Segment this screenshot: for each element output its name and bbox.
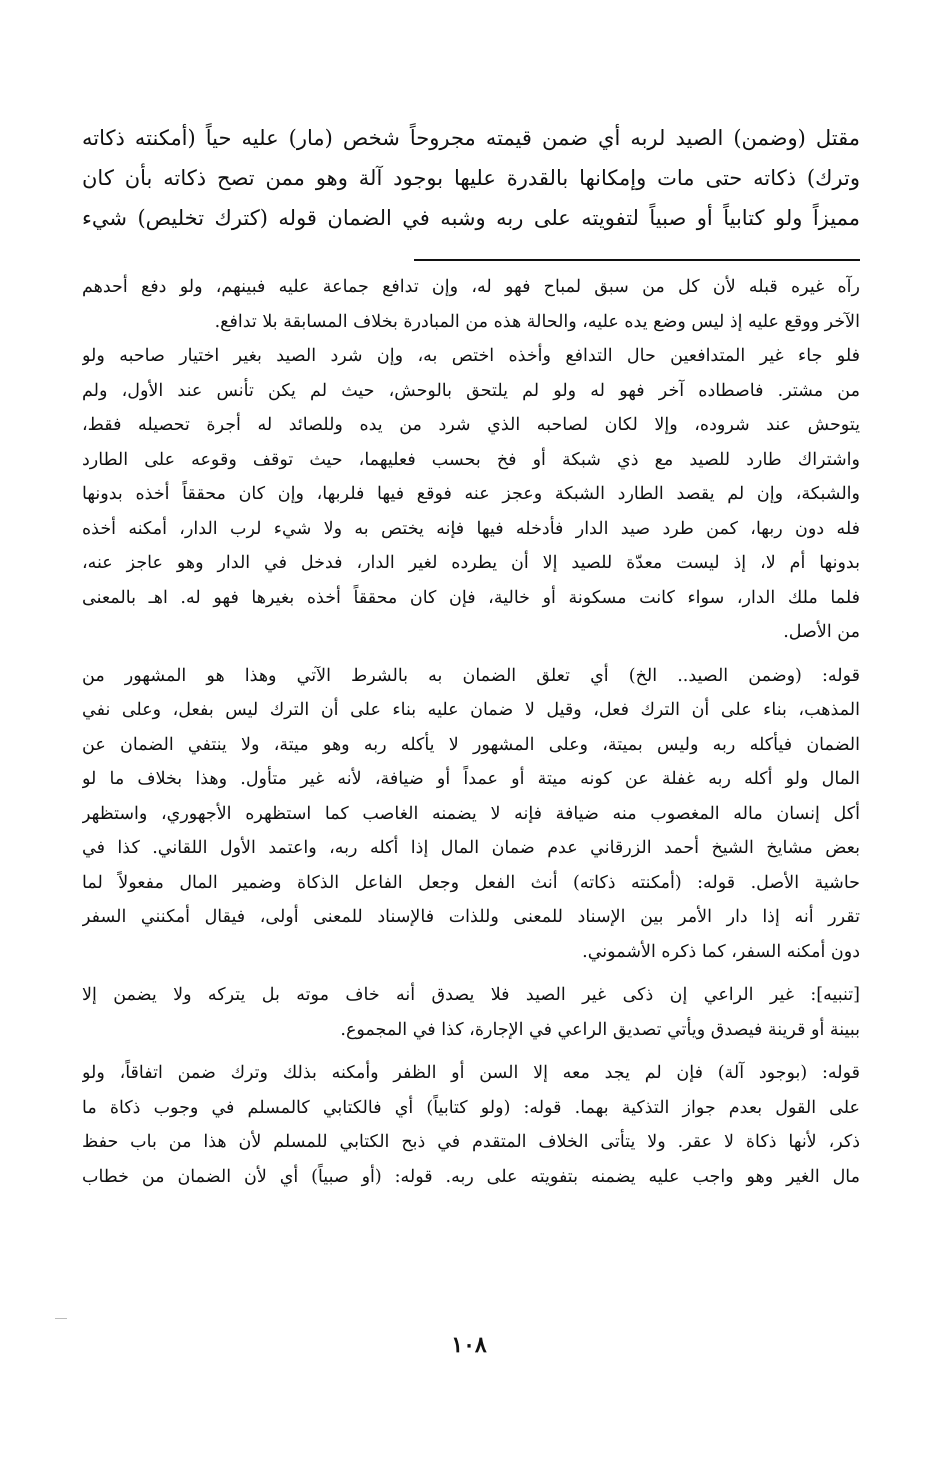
commentary-line: ذكر، لأنها ذكاة لا عقر. ولا يتأتى الخلاف المتقدم في ذبح الكتابي للمسلم لأن هذا من باب حفظ bbox=[82, 1132, 860, 1152]
commentary-paragraph-1 bbox=[82, 270, 860, 650]
commentary-line: يتوحش عند شروده، وإلا لكان لصاحبه الذي شرد من يده وللصائد له أجرة تحصيله فقط، bbox=[82, 415, 860, 435]
commentary-paragraph-3 bbox=[82, 978, 860, 1047]
commentary-line: فلما ملك الدار، سواء كانت مسكونة أو خالية، فإن كان محققاً أخذه بغيرها فهو له. اهـ بالمعنى bbox=[82, 587, 860, 608]
commentary-line: أكل إنسان ماله المغصوب منه ضيافة فإنه لا يضمنه الغاصب كما استظهره الأجهوري، واستظهر bbox=[82, 803, 860, 824]
commentary-line: قوله: (بوجود آلة) فإن لم يجد معه إلا السن أو الظفر وأمكنه بذلك وترك ضمن اتفاقاً، ولو bbox=[82, 1063, 860, 1083]
commentary-line: فلو جاء غير المتدافعين حال التدافع وأخذه اختص به، وإن شرد الصيد بغير اختيار صاحبه ولو bbox=[82, 346, 860, 366]
footnote-divider bbox=[414, 259, 860, 261]
commentary-line: دون أمكنه السفر، كما ذكره الأشموني. bbox=[582, 941, 860, 962]
commentary-line: المال ولو أكله ربه غفلة عن كونه ميتة أو عمداً أو ضيافة، لأنه غير متأول. وهذا بخلاف ما لو bbox=[82, 769, 860, 789]
commentary-line: فله دون ربها، كمن طرد صيد الدار فأدخله فيها فإنه يختص به ولا شيء لرب الدار، أمكنه أخذه bbox=[82, 518, 860, 539]
commentary-line: والشبكة، وإن لم يقصد الطارد الشبكة وعجز عنه فوقع فيها فلربها، وإن كان محققاً أخذه بدونها bbox=[82, 484, 860, 504]
commentary-line: [تنبيه]: غير الراعي إن ذكى غير الصيد فلا يصدق أنه خاف موته بل يتركه ولا يضمن إلا bbox=[82, 985, 860, 1005]
main-text-line: مقتل (وضمن) الصيد لربه أي ضمن قيمته مجروحاً شخص (مار) عليه حياً (أمكنته ذكاته bbox=[82, 126, 860, 150]
commentary-line: ببينة أو قرينة فيصدق ويأتي تصديق الراعي في الإجارة، كذا في المجموع. bbox=[340, 1019, 860, 1040]
commentary-line: من الأصل. bbox=[783, 622, 860, 642]
margin-mark bbox=[55, 1318, 67, 1319]
commentary-line: قوله: (وضمن الصيد.. الخ) أي تعلق الضمان به بالشرط الآتي وهذا هو المشهور من bbox=[82, 665, 860, 686]
commentary-line: بدونها أم لا، إذ ليست معدّة للصيد إلا أن يطرده لغير الدار، فدخل في الدار وهو عاجز عنه، bbox=[82, 553, 860, 573]
commentary-line: رآه غيره قبله لأن كل من سبق لمباح فهو له، وإن تدافع جماعة عليه فبينهم، ولو دفع أحدهم bbox=[82, 277, 860, 297]
commentary-line: الآخر ووقع عليه إذ ليس وضع يده عليه، والحالة هذه من المبادرة بخلاف المسابقة بلا تدافع. bbox=[214, 311, 860, 332]
commentary-line: من مشتر. فاصطاده آخر فهو له ولو لم يلتحق بالوحش، حيث لم يكن تأنس عند الأول، ولم bbox=[82, 380, 860, 401]
main-text-block bbox=[82, 118, 860, 238]
commentary-line: الضمان فيأكله ربه وليس بميتة، وعلى المشهور لا يأكله ربه وهو ميتة، ولا ينتفي الضمان عن bbox=[82, 734, 860, 755]
commentary-line: واشتراك طارد للصيد مع ذي شبكة أو فخ بحسب فعليهما، حيث توقف وقوعه على الطارد bbox=[82, 449, 860, 470]
commentary-block bbox=[82, 270, 860, 1194]
page-number: ١٠٨ bbox=[451, 1332, 487, 1358]
main-text-line: وترك) ذكاته حتى مات وإمكانها بالقدرة عليها بوجود آلة وهو ممن تصح ذكاته بأن كان bbox=[82, 166, 860, 190]
commentary-line: بعض مشايخ الشيخ أحمد الزرقاني عدم ضمان المال إذا أكله ربه، واعتمد الأول اللقاني. كذا في bbox=[82, 838, 860, 858]
commentary-line: على القول بعدم جواز التذكية بهما. قوله: (ولو كتابياً) أي فالكتابي كالمسلم في وجوب ذكاة ما bbox=[82, 1097, 860, 1118]
commentary-line: تقرر أنه إذا دار الأمر بين الإسناد للمعنى وللذات فالإسناد للمعنى أولى، فيقال أمكنني السفر bbox=[82, 907, 860, 927]
commentary-line: حاشية الأصل. قوله: (أمكنته ذكاته) أنث الفعل وجعل الفاعل الذكاة وضمير المال مفعولاً لما bbox=[82, 872, 860, 893]
commentary-paragraph-2 bbox=[82, 659, 860, 970]
main-text-line: مميزاً ولو كتابياً أو صبياً لتفويته على ربه وشبه في الضمان قوله (كترك تخليص) شيء bbox=[82, 206, 860, 230]
commentary-line: مال الغير وهو واجب عليه يضمنه بتفويته على ربه. قوله: (أو صبياً) أي لأن الضمان من خطاب bbox=[82, 1166, 860, 1187]
commentary-line: المذهب، بناء على أن الترك فعل، وقيل لا ضمان عليه بناء على أن الترك ليس بفعل، وعلى نفي bbox=[82, 700, 860, 720]
commentary-paragraph-4 bbox=[82, 1056, 860, 1194]
